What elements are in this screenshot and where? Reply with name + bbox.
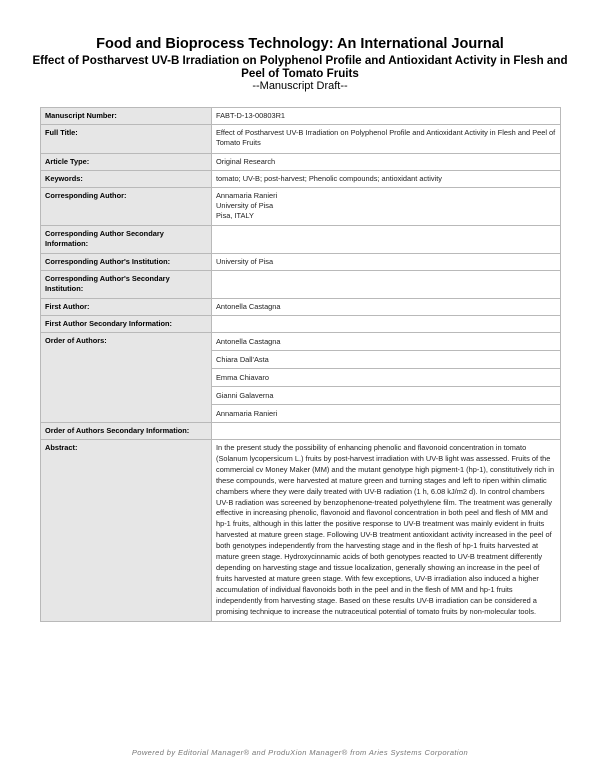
- table-row: [41, 171, 561, 188]
- article-type-value: Original Research: [212, 154, 561, 171]
- table-row: [41, 108, 561, 125]
- table-row: [41, 423, 561, 440]
- row-label: First Author:: [41, 299, 212, 316]
- authors-list: [212, 333, 561, 423]
- author-location: Pisa, ITALY: [216, 211, 254, 220]
- table-row: [41, 154, 561, 171]
- journal-name: Food and Bioprocess Technology: An International Journal: [96, 36, 504, 52]
- row-label: Order of Authors:: [41, 333, 212, 423]
- draft-label: --Manuscript Draft--: [252, 80, 348, 92]
- manuscript-title: Effect of Postharvest UV-B Irradiation on Polyphenol Profile and Antioxidant Activity in Flesh and Peel of Tomato Fruits: [32, 54, 568, 80]
- author-name: Annamaria Ranieri: [216, 191, 278, 200]
- row-label: First Author Secondary Information:: [41, 316, 212, 333]
- footer-credit: Powered by Editorial Manager® and ProduXion Manager® from Aries Systems Corporation: [131, 748, 469, 757]
- corr-institution-value: University of Pisa: [212, 254, 561, 271]
- row-label: Order of Authors Secondary Information:: [41, 423, 212, 440]
- author-entry: Antonella Castagna: [216, 337, 281, 346]
- table-row: [41, 316, 561, 333]
- row-label: Full Title:: [41, 125, 212, 154]
- row-label: Corresponding Author's Institution:: [41, 254, 212, 271]
- document-header: [0, 36, 600, 92]
- corresponding-author-value: [212, 188, 561, 226]
- author-affiliation: University of Pisa: [216, 201, 274, 210]
- author-entry: Emma Chiavaro: [212, 368, 560, 386]
- manuscript-info-table: [40, 107, 561, 622]
- table-row: [41, 333, 561, 423]
- row-label: Corresponding Author's Secondary Institution:: [41, 271, 212, 299]
- table-row: [41, 440, 561, 622]
- keywords-value: tomato; UV-B; post-harvest; Phenolic compounds; antioxidant activity: [212, 171, 561, 188]
- full-title-value: Effect of Postharvest UV-B Irradiation on Polyphenol Profile and Antioxidant Activity in Flesh and Peel of Tomato Fruits: [212, 125, 561, 154]
- manuscript-number-value: FABT-D-13-00803R1: [212, 108, 561, 125]
- row-label: Corresponding Author Secondary Information:: [41, 226, 212, 254]
- row-label: Manuscript Number:: [41, 108, 212, 125]
- row-label: Abstract:: [41, 440, 212, 622]
- author-entry: Annamaria Ranieri: [212, 404, 560, 422]
- author-entry: Chiara Dall'Asta: [212, 350, 560, 368]
- corr-secondary-value: [212, 226, 561, 254]
- first-secondary-value: [212, 316, 561, 333]
- row-label: Article Type:: [41, 154, 212, 171]
- row-label: Corresponding Author:: [41, 188, 212, 226]
- table-row: [41, 271, 561, 299]
- corr-inst-secondary-value: [212, 271, 561, 299]
- table-row: [41, 254, 561, 271]
- table-row: [41, 226, 561, 254]
- first-author-value: Antonella Castagna: [212, 299, 561, 316]
- order-secondary-value: [212, 423, 561, 440]
- table-row: [41, 188, 561, 226]
- table-row: [41, 299, 561, 316]
- row-label: Keywords:: [41, 171, 212, 188]
- abstract-text: In the present study the possibility of enhancing phenolic and flavonoid concentration in tomato (Solanum lycopersicum L.) fruits by post-harvest irradiation with UV-B light was assessed. Fruits of the commercial cv Money Maker (MM) and the mutant genotype high pigment-1 (hp-1), constitutively rich in these compounds, were harvested at mature green and turning stages and left to ripen within climatic chambers where they were daily treated with UV-B radiation (1 h, 6.08 kJ/m2 d). In control chambers UV-B radiation was screened by benzophenone-treated polyethylene film. The treatment was generally effective in increasing phenolic, flavonoid and flavonol concentration in both peel and flesh of MM and hp-1 fruits, although in this latter the positive response to UV-B treatment was mainly evident in fruits harvested at mature green stage. Following UV-B treatment antioxidant activity increased in the peel of both genotypes independently from the harvesting stage and in the flesh of hp-1 fruits harvested at mature green stage. Hydroxycinnamic acids of both genotypes reacted to UV-B treatment differently depending on harvesting stage and tissue localization, generally showing an increase in the peel of fruits harvested at mature green stage. With few exceptions, UV-B irradiation also induced a higher accumulation of individual flavonoids both in the peel and in the flesh of MM and hp-1 fruits independently from harvesting stage. Based on these results UV-B irradiation can be considered a promising technique to increase the nutraceutical potential of tomato fruits by non-molecular tools.: [212, 440, 561, 622]
- author-entry: Gianni Galaverna: [212, 386, 560, 404]
- table-row: [41, 125, 561, 154]
